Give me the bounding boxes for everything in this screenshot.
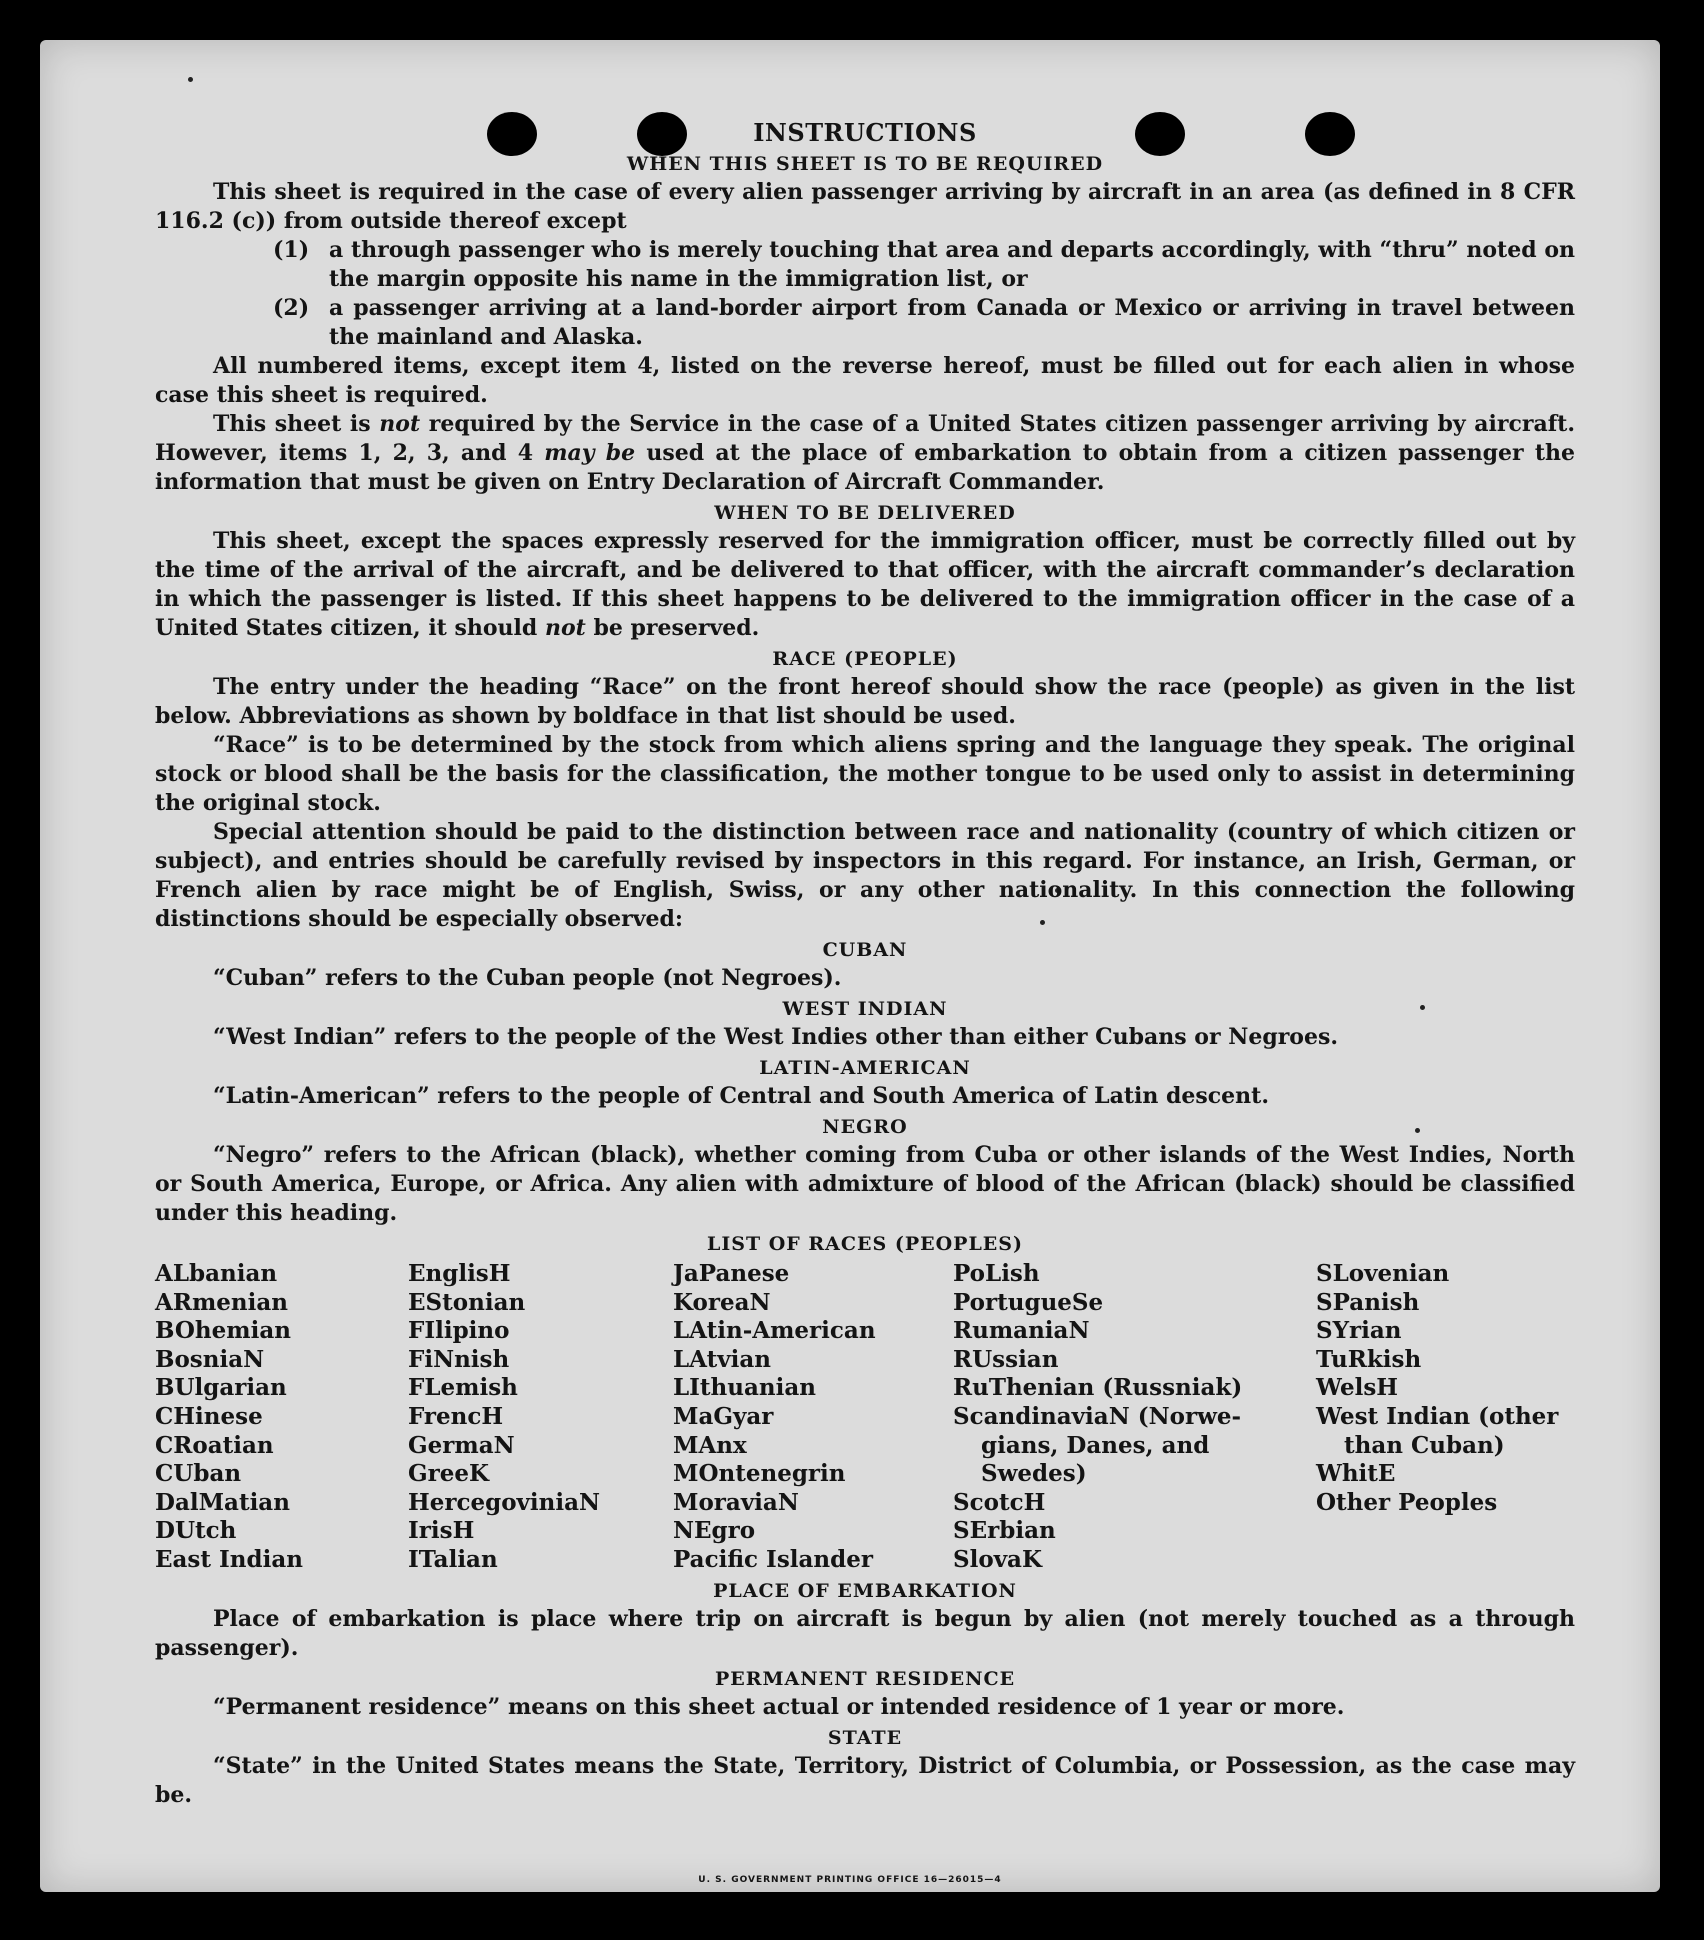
race-item: CUban <box>155 1460 242 1488</box>
race-item: RUssian <box>953 1345 1059 1373</box>
text-span: required by the Service in the case of a United States citizen passenger arriving by aircraft. However, items 1, 2, 3, and 4 <box>155 411 1575 466</box>
text-span: be preserved. <box>585 615 760 641</box>
race-item: FrencH <box>408 1402 504 1430</box>
race-item: DalMatian <box>155 1488 290 1516</box>
race-item: FIlipino <box>408 1317 510 1345</box>
race-item: WhitE <box>1316 1460 1396 1488</box>
race-item: SYrian <box>1316 1317 1402 1345</box>
race-item: GreeK <box>408 1460 490 1488</box>
race-item: BosniaN <box>155 1345 265 1373</box>
list-item <box>155 236 1575 294</box>
paragraph: This sheet is required in the case of every alien passenger arriving by aircraft in an area (as defined in 8 CFR 116.2 (c)) from outside thereof except <box>155 179 1575 234</box>
races-column <box>155 1260 408 1575</box>
paragraph: “State” in the United States means the State, Territory, District of Columbia, or Possession, as the case may be. <box>155 1752 1575 1808</box>
race-item: ARmenian <box>155 1288 289 1316</box>
list-item <box>155 294 1575 352</box>
race-item: CHinese <box>155 1402 263 1430</box>
races-list <box>155 1260 1575 1575</box>
race-item: PoLish <box>953 1260 1040 1287</box>
race-item: SErbian <box>953 1517 1056 1545</box>
paragraph: The entry under the heading “Race” on the front hereof should show the race (people) as given in the list below. Abbreviations as shown by boldface in that list should be used. <box>155 674 1575 729</box>
race-item: West Indian (other <box>1316 1402 1559 1430</box>
speck <box>188 77 193 82</box>
text-span: This sheet, except the spaces expressly reserved for the immigration officer, must be correctly filled out by the time of the arrival of the aircraft, and be delivered to that officer, with the aircraft commander’s declaration in which the passenger is listed. If this sheet happens to be delivered to the immigration officer in the case of a United States citizen, it should <box>155 528 1575 641</box>
paragraph: Place of embarkation is place where trip on aircraft is begun by alien (not merely touched as a through passenger). <box>155 1605 1575 1661</box>
race-item: IrisH <box>408 1517 475 1545</box>
race-item: RuThenian (Russniak) <box>953 1374 1243 1402</box>
race-item: ScotcH <box>953 1488 1046 1516</box>
list-item-text: a passenger arriving at a land-border airport from Canada or Mexico or arriving in travel between the mainland and Alaska. <box>329 295 1575 350</box>
race-item: Pacific Islander <box>673 1545 873 1573</box>
emphasis: not <box>379 411 421 437</box>
race-item: WelsH <box>1316 1374 1399 1402</box>
race-item: Other Peoples <box>1316 1488 1498 1516</box>
exception-list <box>155 236 1575 352</box>
races-column <box>953 1260 1316 1575</box>
paragraph: “Race” is to be determined by the stock from which aliens spring and the language they speak. The original stock or blood shall be the basis for the classification, the mother tongue to be used only to assist in determining the original stock. <box>155 732 1575 816</box>
section-heading: PERMANENT RESIDENCE <box>714 1667 1016 1690</box>
section-heading: RACE (PEOPLE) <box>772 648 958 670</box>
paragraph: “Permanent residence” means on this sheet actual or intended residence of 1 year or more. <box>213 1693 1345 1720</box>
emphasis: not <box>544 615 586 641</box>
race-item: PortugueSe <box>953 1288 1104 1316</box>
race-item: ALbanian <box>155 1260 278 1287</box>
paragraph: All numbered items, except item 4, listed on the reverse hereof, must be filled out for each alien in whose case this sheet is required. <box>155 353 1575 408</box>
instructions-content <box>155 118 1575 1810</box>
list-item-number: (1) <box>273 237 310 263</box>
race-item: MAnx <box>673 1431 747 1459</box>
race-item: EStonian <box>408 1288 526 1316</box>
race-item: KoreaN <box>673 1288 771 1316</box>
race-item: BUlgarian <box>155 1374 287 1402</box>
section-heading: WEST INDIAN <box>782 998 948 1020</box>
section-heading: LATIN-AMERICAN <box>759 1057 971 1079</box>
race-item: MoraviaN <box>673 1488 799 1516</box>
race-item: ScandinaviaN (Norwe- <box>953 1402 1242 1430</box>
section-heading: LIST OF RACES (PEOPLES) <box>707 1233 1023 1255</box>
text-span: This sheet is <box>213 411 380 437</box>
section-heading: NEGRO <box>822 1116 908 1138</box>
list-item-text: a through passenger who is merely touching that area and departs accordingly, with “thru” noted on the margin opposite his name in the immigration list, or <box>329 237 1575 292</box>
printing-office-footer: U. S. GOVERNMENT PRINTING OFFICE 16—26015—4 <box>698 1875 1002 1885</box>
race-item: Swedes) <box>981 1460 1087 1488</box>
emphasis: may be <box>544 440 636 466</box>
race-item: NEgro <box>673 1517 756 1545</box>
paragraph: “Latin-American” refers to the people of Central and South America of Latin descent. <box>213 1083 1269 1109</box>
race-item: FLemish <box>408 1374 518 1402</box>
list-item-number: (2) <box>273 295 310 321</box>
race-item: RumaniaN <box>953 1317 1090 1345</box>
races-column <box>1316 1260 1571 1575</box>
section-heading: WHEN TO BE DELIVERED <box>714 502 1016 524</box>
race-item: GermaN <box>408 1431 515 1459</box>
race-item: EnglisH <box>408 1260 511 1287</box>
paragraph: Special attention should be paid to the distinction between race and nationality (country of which citizen or subject), and entries should be carefully revised by inspectors in this regard. For instance, an Irish, German, or French alien by race might be of English, Swiss, or any other nationality. In this connection the following distinctions should be especially observed: <box>155 819 1575 932</box>
race-item: LAtvian <box>673 1345 771 1373</box>
page-title: INSTRUCTIONS <box>753 118 977 147</box>
race-item: MaGyar <box>673 1402 774 1430</box>
race-item: LAtin-American <box>673 1317 876 1345</box>
section-heading: WHEN THIS SHEET IS TO BE REQUIRED <box>626 153 1104 175</box>
race-item: East Indian <box>155 1545 303 1573</box>
race-item: SPanish <box>1316 1288 1420 1316</box>
race-item: CRoatian <box>155 1431 274 1459</box>
race-item: DUtch <box>155 1517 237 1545</box>
section-heading: PLACE OF EMBARKATION <box>713 1579 1017 1602</box>
section-heading: STATE <box>827 1726 903 1749</box>
race-item: LIthuanian <box>673 1374 816 1402</box>
paragraph: “West Indian” refers to the people of the West Indies other than either Cubans or Negroes. <box>213 1024 1339 1050</box>
race-item: gians, Danes, and <box>981 1431 1210 1459</box>
races-column <box>408 1260 673 1575</box>
race-item: JaPanese <box>673 1260 790 1287</box>
races-column <box>673 1260 953 1575</box>
race-item: MOntenegrin <box>673 1460 846 1488</box>
race-item: BOhemian <box>155 1317 291 1345</box>
race-item: HercegoviniaN <box>408 1488 601 1516</box>
paragraph <box>155 527 1575 643</box>
race-item: ITalian <box>408 1545 498 1573</box>
race-item: than Cuban) <box>1344 1431 1505 1459</box>
section-heading: CUBAN <box>822 939 908 961</box>
text-span: used at the place of embarkation to obtain from a citizen passenger the information that must be given on Entry Declaration of Aircraft Commander. <box>155 440 1576 495</box>
paragraph: “Negro” refers to the African (black), whether coming from Cuba or other islands of the West Indies, North or South America, Europe, or Africa. Any alien with admixture of blood of the African (black) should be classified under this heading. <box>155 1142 1575 1226</box>
race-item: TuRkish <box>1316 1345 1422 1373</box>
race-item: SlovaK <box>953 1545 1042 1573</box>
race-item: FiNnish <box>408 1345 510 1373</box>
race-item: SLovenian <box>1316 1260 1450 1287</box>
paragraph: “Cuban” refers to the Cuban people (not Negroes). <box>213 965 842 991</box>
paragraph <box>155 410 1575 497</box>
